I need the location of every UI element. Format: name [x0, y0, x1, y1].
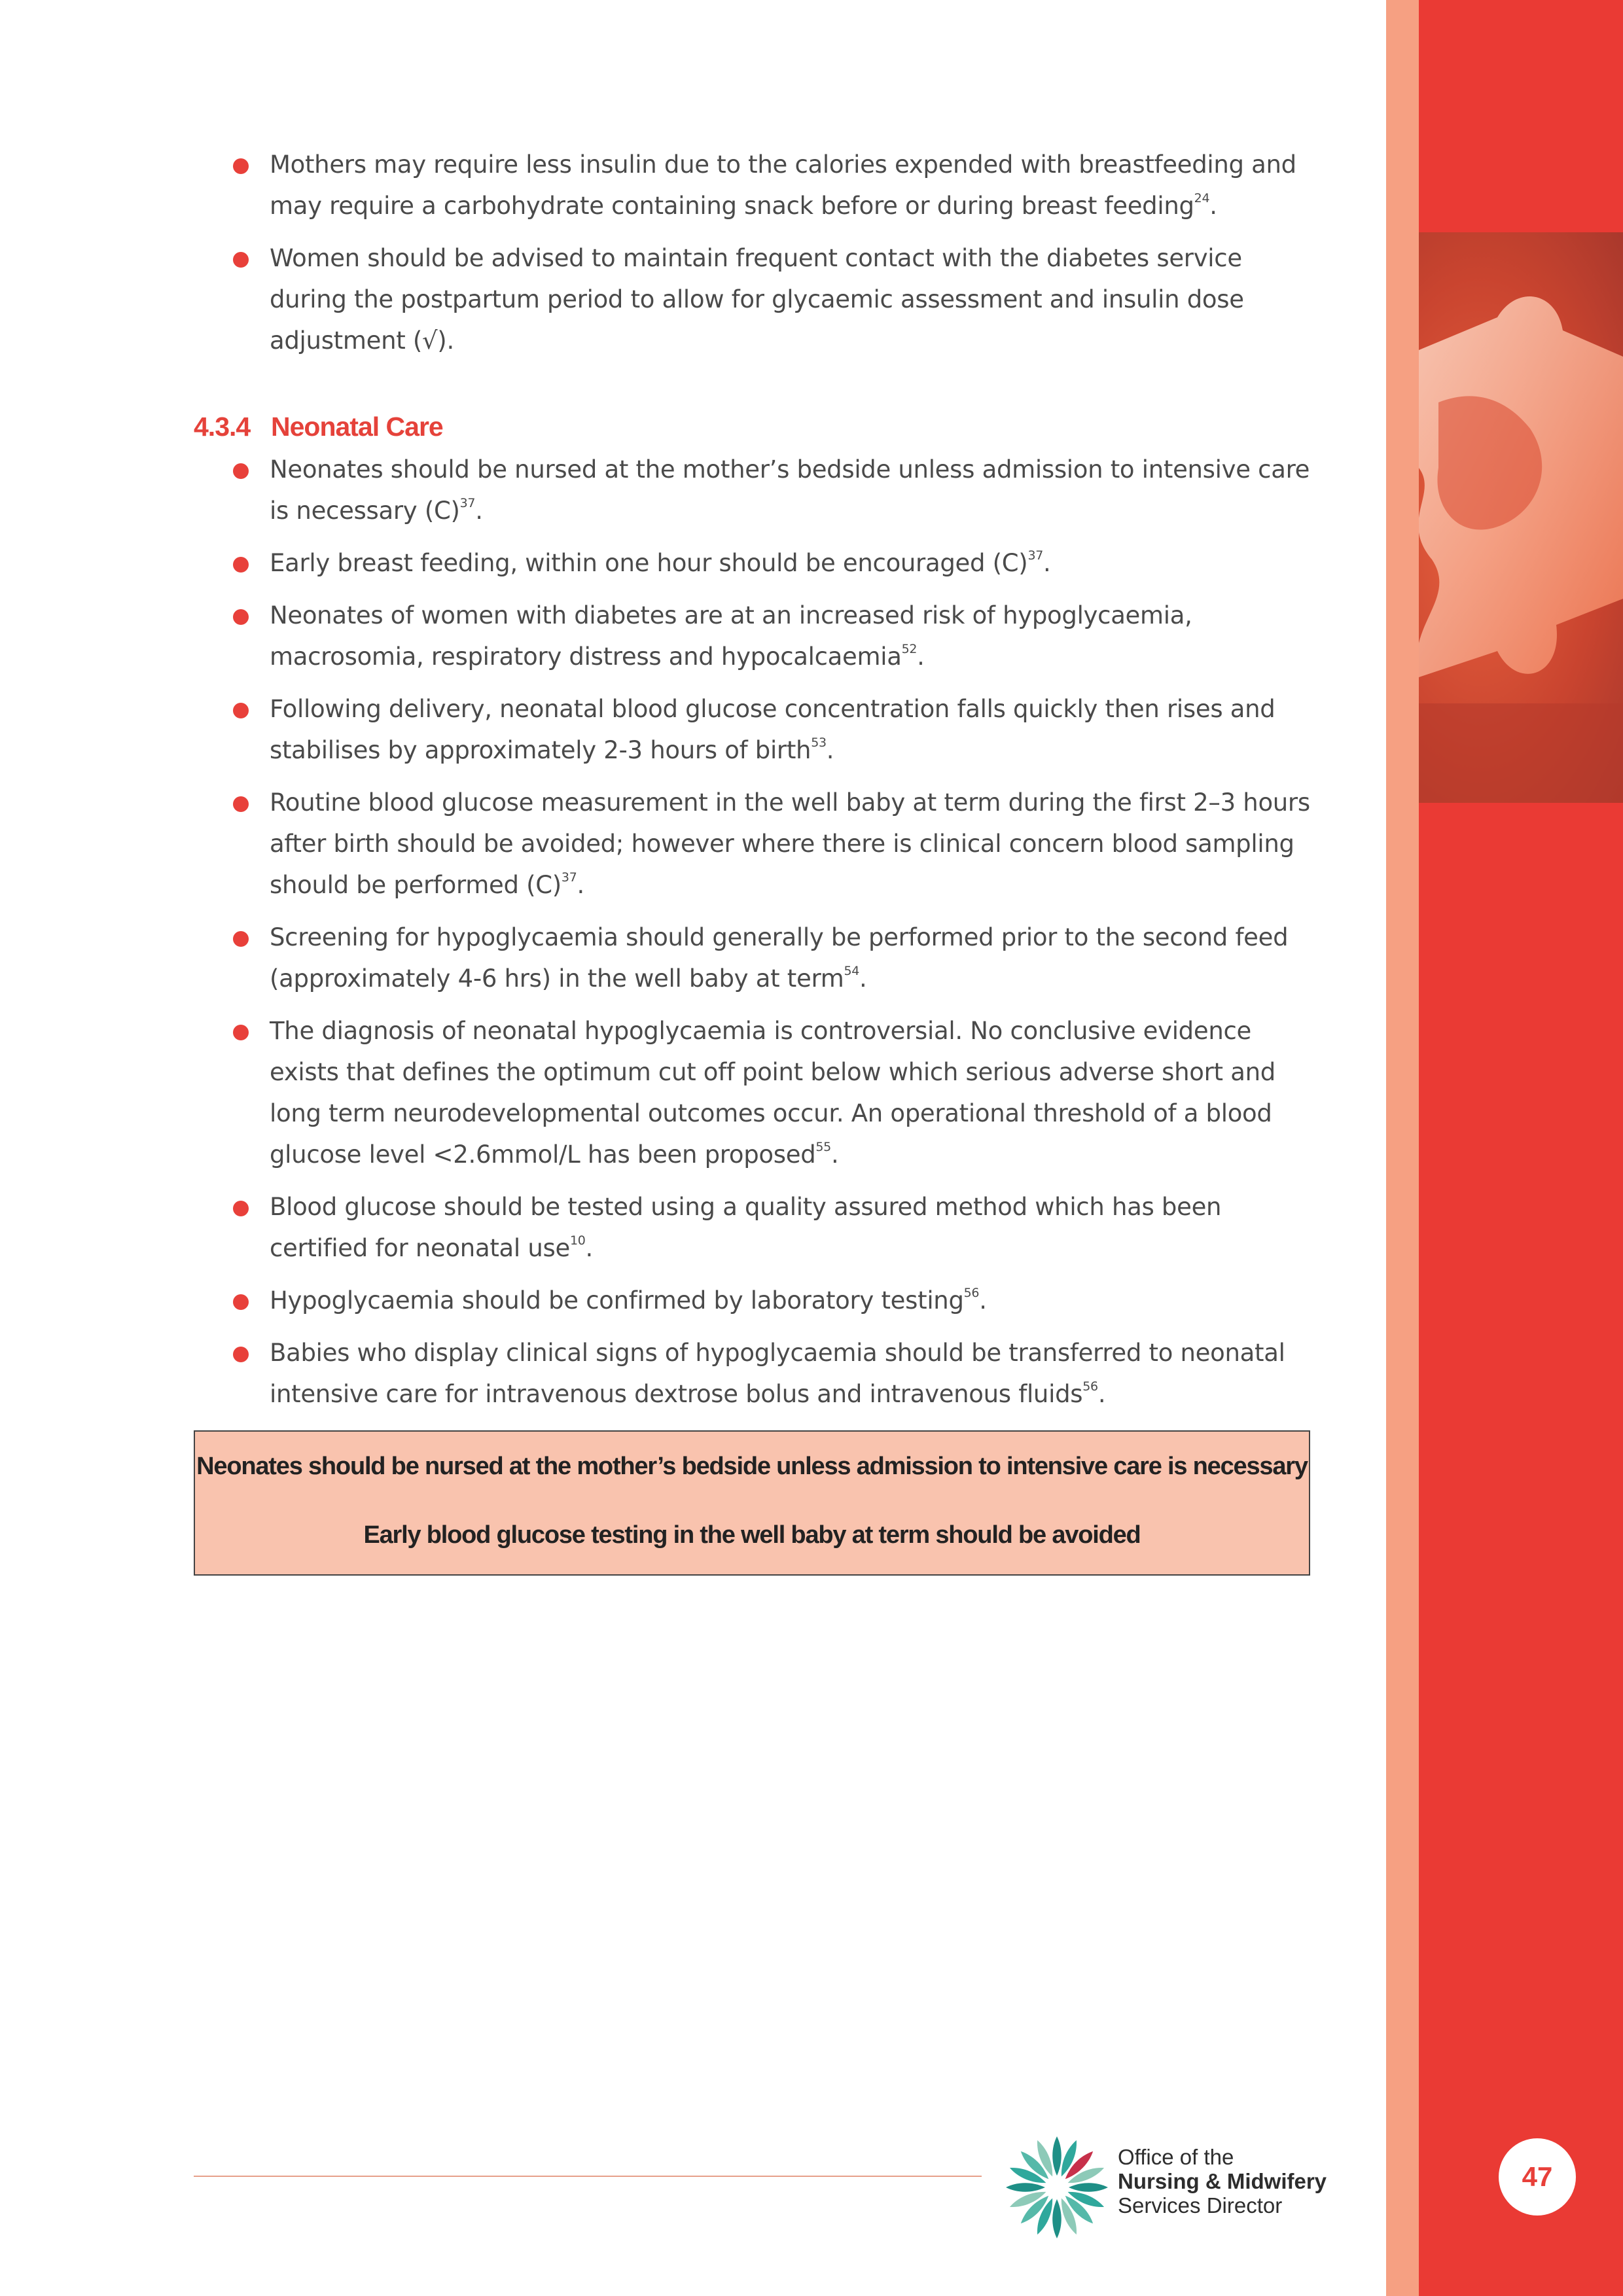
list-item-text: Following delivery, neonatal blood glucose concentration falls quickly then rises and stabilises by approximately 2-3 hours of birth — [270, 695, 1275, 764]
list-item-tail: . — [1209, 192, 1217, 220]
logo-line-1: Office of the — [1118, 2145, 1234, 2169]
logo-petal — [1052, 2136, 1061, 2176]
key-recommendations-box — [194, 1430, 1310, 1576]
list-item — [194, 688, 1319, 771]
logo-petal — [1052, 2199, 1061, 2238]
logo-petal — [1006, 2183, 1045, 2192]
section-number: 4.3.4 — [194, 412, 251, 442]
callout-line-1: Neonates should be nursed at the mother’s bedside unless admission to intensive care is necessary — [196, 1453, 1308, 1480]
puzzle-piece-image — [1419, 232, 1623, 803]
list-item-tail: . — [1043, 549, 1051, 577]
reference-superscript: 37 — [459, 496, 476, 510]
list-item — [194, 917, 1319, 999]
list-item — [194, 1010, 1319, 1175]
list-item — [194, 1280, 1319, 1321]
list-item-text: Women should be advised to maintain frequent contact with the diabetes service during the postpartum period to allow for glycaemic assessment and insulin dose adjustment (√). — [270, 244, 1244, 355]
bullet-dot-icon — [233, 703, 249, 718]
page-number: 47 — [1499, 2138, 1576, 2216]
list-item — [194, 238, 1319, 361]
bullet-dot-icon — [233, 796, 249, 812]
list-item-tail: . — [830, 1140, 839, 1169]
list-item — [194, 542, 1319, 584]
puzzle-illustration — [1419, 232, 1623, 803]
section-heading — [194, 407, 1319, 446]
bullet-dot-icon — [233, 557, 249, 573]
list-item-text: Screening for hypoglycaemia should generally be performed prior to the second feed (approximately 4-6 hrs) in the well baby at term — [270, 923, 1289, 993]
reference-superscript: 10 — [569, 1233, 586, 1248]
list-item — [194, 1186, 1319, 1269]
list-item-text: Neonates of women with diabetes are at an increased risk of hypoglycaemia, macrosomia, respiratory distress and hypocalcaemia — [270, 601, 1192, 671]
main-content — [194, 144, 1319, 1426]
reference-superscript: 55 — [815, 1140, 831, 1154]
list-item-text: Neonates should be nursed at the mother’s bedside unless admission to intensive care is necessary (C) — [270, 455, 1310, 525]
reference-superscript: 52 — [901, 642, 918, 656]
bullet-dot-icon — [233, 158, 249, 174]
list-item — [194, 449, 1319, 531]
list-item-text: Hypoglycaemia should be confirmed by laboratory testing — [270, 1286, 964, 1315]
list-item-text: Mothers may require less insulin due to the calories expended with breastfeeding and may require a carbohydrate containing snack before or during breast feeding — [270, 150, 1296, 220]
reference-superscript: 56 — [963, 1286, 980, 1300]
logo-petal — [1069, 2183, 1108, 2192]
list-item — [194, 144, 1319, 226]
section-title: Neonatal Care — [271, 412, 443, 442]
bullet-dot-icon — [233, 609, 249, 625]
bullet-dot-icon — [233, 463, 249, 479]
list-item-tail: . — [979, 1286, 987, 1315]
onmsd-logo-icon — [1001, 2132, 1113, 2243]
list-item-tail: . — [475, 497, 483, 525]
reference-superscript: 53 — [811, 735, 827, 750]
list-item-tail: . — [1097, 1380, 1106, 1408]
reference-superscript: 54 — [844, 964, 860, 978]
reference-superscript: 56 — [1082, 1379, 1098, 1394]
list-item-tail: . — [577, 871, 584, 899]
bullet-dot-icon — [233, 1201, 249, 1216]
callout-line-2: Early blood glucose testing in the well baby at term should be avoided — [363, 1521, 1141, 1549]
reference-superscript: 37 — [1027, 548, 1044, 563]
bullet-dot-icon — [233, 1347, 249, 1362]
logo-line-2: Nursing & Midwifery — [1118, 2169, 1327, 2193]
logo-line-3: Services Director — [1118, 2193, 1283, 2217]
bullet-dot-icon — [233, 1294, 249, 1310]
list-item-tail: . — [826, 736, 834, 764]
list-item-text: Early breast feeding, within one hour should be encouraged (C) — [270, 549, 1028, 577]
bullet-dot-icon — [233, 1025, 249, 1040]
list-item-text: Routine blood glucose measurement in the well baby at term during the first 2–3 hours after birth should be avoided; however where there is clinical concern blood sampling should be performed (C) — [270, 788, 1310, 899]
list-item-text: The diagnosis of neonatal hypoglycaemia is controversial. No conclusive evidence exists that defines the optimum cut off point below which serious adverse short and long term neurodevelopmental outcomes occur. An operational threshold of a blood glucose level <2.6mmol/L has been proposed — [270, 1017, 1275, 1169]
bullet-dot-icon — [233, 252, 249, 268]
bullet-list-postpartum — [194, 144, 1319, 361]
bullet-dot-icon — [233, 931, 249, 947]
logo-text — [1118, 2145, 1327, 2217]
list-item-text: Blood glucose should be tested using a quality assured method which has been certified for neonatal use — [270, 1193, 1222, 1262]
bullet-list-neonatal-care — [194, 449, 1319, 1415]
reference-superscript: 24 — [1194, 191, 1210, 205]
footer-divider — [194, 2176, 982, 2177]
decorative-band-light — [1386, 0, 1419, 2296]
list-item-tail: . — [585, 1234, 593, 1262]
list-item — [194, 595, 1319, 677]
list-item-tail: . — [859, 964, 867, 993]
list-item — [194, 1332, 1319, 1415]
reference-superscript: 37 — [561, 870, 577, 885]
list-item-tail: . — [917, 643, 925, 671]
list-item — [194, 782, 1319, 906]
list-item-text: Babies who display clinical signs of hypoglycaemia should be transferred to neonatal intensive care for intravenous dextrose bolus and intravenous fluids — [270, 1339, 1285, 1408]
